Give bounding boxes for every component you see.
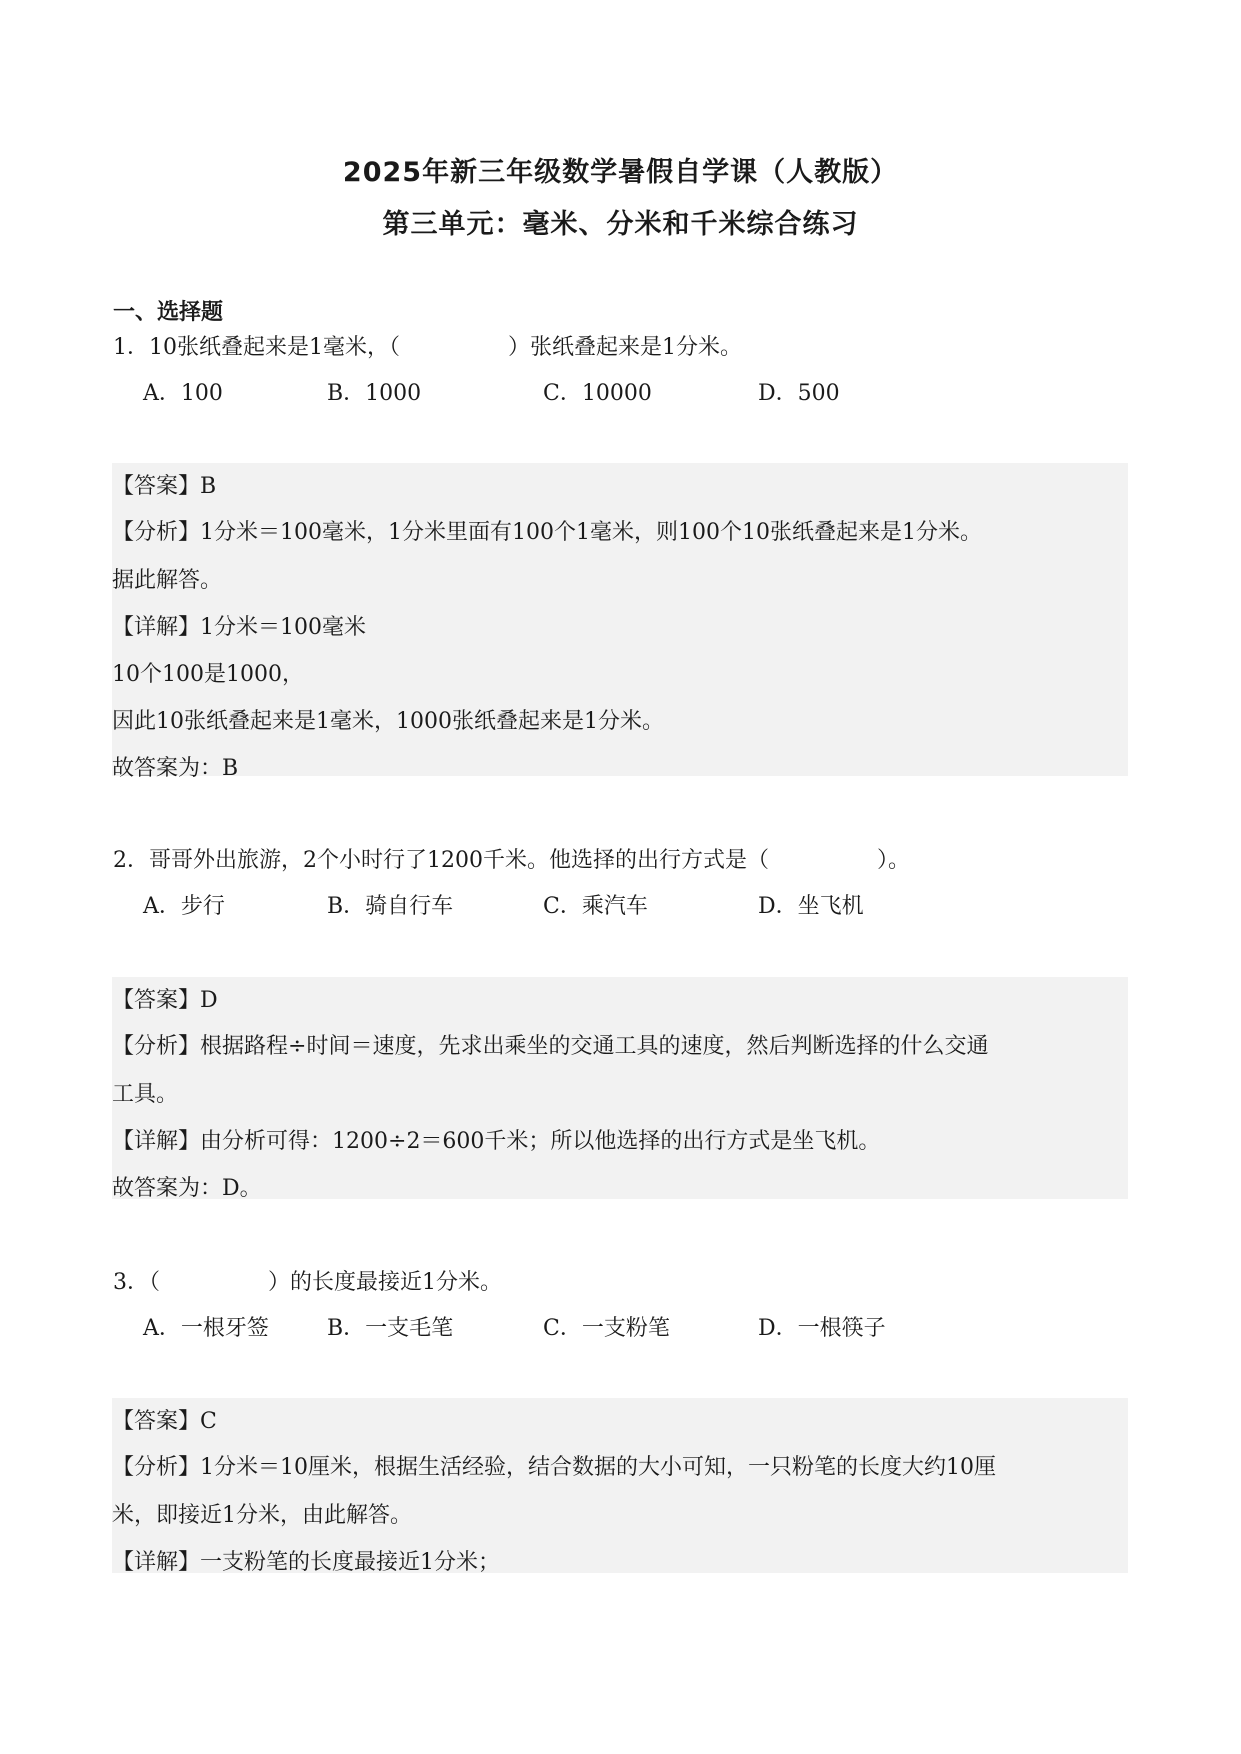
question-3-option-b: B．一支毛笔 [327, 1316, 454, 1341]
question-stem-before: 3．（ [113, 1270, 160, 1295]
answer-line [112, 469, 216, 500]
question-1-option-c: C．10000 [543, 381, 652, 406]
document-title: 2025年新三年级数学暑假自学课（人教版） [342, 157, 899, 188]
answer-tag: 【答案】 [112, 474, 201, 499]
analysis-line-2: 工具。 [112, 1082, 179, 1107]
analysis-text: 1分米＝10厘米，根据生活经验，结合数据的大小可知，一只粉笔的长度大约10厘 [200, 1455, 997, 1480]
analysis-tag: 【分析】 [112, 1455, 201, 1480]
question-stem-before: 1．10张纸叠起来是1毫米，（ [113, 335, 400, 360]
question-3-option-a: A．一根牙签 [143, 1316, 269, 1341]
document-subtitle: 第三单元：毫米、分米和千米综合练习 [382, 209, 859, 240]
analysis-line [112, 1029, 988, 1060]
question-1-option-a: A．100 [143, 381, 223, 406]
question-stem-after: ）张纸叠起来是1分米。 [508, 335, 742, 360]
question-3-option-d: D．一根筷子 [758, 1316, 886, 1341]
detail-line [112, 1545, 500, 1576]
question-3-option-c: C．一支粉笔 [543, 1316, 670, 1341]
question-1-stem [113, 330, 742, 361]
question-stem-before: 2．哥哥外出旅游，2个小时行了1200千米。他选择的出行方式是（ [113, 848, 769, 873]
detail-text: 由分析可得：1200÷2＝600千米；所以他选择的出行方式是坐飞机。 [200, 1129, 881, 1154]
question-1-option-d: D．500 [758, 381, 840, 406]
question-2-answer-box [112, 977, 1128, 1199]
question-1-option-b: B．1000 [327, 381, 422, 406]
final-answer-line: 故答案为：D。 [112, 1176, 262, 1201]
detail-text: 1分米＝100毫米 [200, 615, 367, 640]
detail-line-3: 因此10张纸叠起来是1毫米，1000张纸叠起来是1分米。 [112, 709, 664, 734]
analysis-text: 根据路程÷时间＝速度，先求出乘坐的交通工具的速度，然后判断选择的什么交通 [200, 1034, 989, 1059]
analysis-tag: 【分析】 [112, 1034, 201, 1059]
question-stem-after: ）的长度最接近1分米。 [268, 1270, 502, 1295]
question-2-option-d: D．坐飞机 [758, 894, 864, 919]
detail-text: 一支粉笔的长度最接近1分米； [200, 1550, 501, 1575]
analysis-line-2: 米，即接近1分米，由此解答。 [112, 1503, 412, 1528]
detail-line [112, 1124, 880, 1155]
answer-line [112, 983, 218, 1014]
question-3-answer-box [112, 1398, 1128, 1573]
detail-tag: 【详解】 [112, 1129, 201, 1154]
question-2-option-c: C．乘汽车 [543, 894, 648, 919]
question-stem-after: ）。 [876, 848, 910, 873]
analysis-line [112, 515, 982, 546]
section-title: 一、选择题 [113, 300, 224, 325]
question-2-stem [113, 843, 910, 874]
analysis-line-2: 据此解答。 [112, 568, 223, 593]
answer-tag: 【答案】 [112, 1409, 201, 1434]
answer-text: D [200, 988, 218, 1013]
detail-tag: 【详解】 [112, 1550, 201, 1575]
analysis-text: 1分米＝100毫米，1分米里面有100个1毫米，则100个10张纸叠起来是1分米。 [200, 520, 982, 545]
question-2-option-b: B．骑自行车 [327, 894, 454, 919]
detail-line-2: 10个100是1000， [112, 662, 304, 687]
analysis-line [112, 1450, 996, 1481]
analysis-tag: 【分析】 [112, 520, 201, 545]
question-2-option-a: A．步行 [143, 894, 225, 919]
answer-tag: 【答案】 [112, 988, 201, 1013]
final-answer-line: 故答案为：B [112, 756, 239, 781]
answer-text: C [200, 1409, 217, 1434]
answer-text: B [200, 474, 217, 499]
detail-tag: 【详解】 [112, 615, 201, 640]
question-1-answer-box [112, 463, 1128, 781]
detail-line [112, 610, 366, 641]
question-3-stem [113, 1265, 502, 1296]
answer-line [112, 1404, 217, 1435]
